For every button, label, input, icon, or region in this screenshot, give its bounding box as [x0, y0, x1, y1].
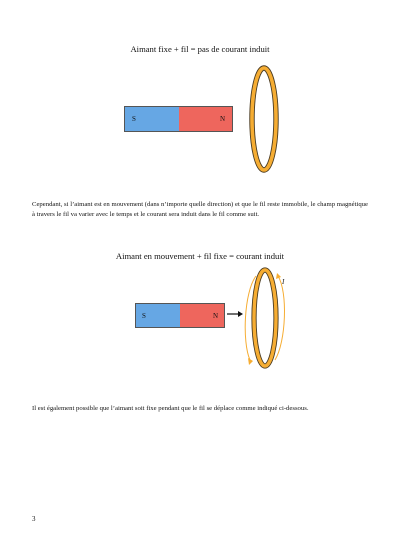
south-pole [125, 107, 179, 131]
induced-current-loop [236, 262, 296, 374]
paragraph-2: Il est également possible que l’aimant soit fixe pendant que le fil se déplace comme indiqué ci-dessous. [32, 405, 309, 412]
page-number: 3 [32, 515, 36, 523]
bar-magnet [124, 106, 233, 132]
north-pole [179, 107, 233, 131]
south-pole-label: S [132, 115, 136, 123]
figure1-caption: Aimant fixe + fil = pas de courant induit [130, 44, 270, 54]
paragraph-1: Cependant, si l’aimant est en mouvement (dans n’importe quelle direction) et que le fil reste immobile, le champ magnétique à travers le fil va varier avec le temps et le courant sera induit dans le fil comme suit. [32, 201, 368, 218]
moving-bar-magnet [135, 303, 225, 328]
north-pole [180, 304, 224, 327]
south-pole-label: S [142, 311, 146, 320]
north-pole-label: N [219, 115, 225, 123]
wire-loop [248, 64, 280, 174]
south-pole [136, 304, 180, 327]
current-label: I [282, 278, 285, 286]
current-arrowhead-right [276, 273, 281, 279]
figure2-caption: Aimant en mouvement + fil fixe = courant induit [115, 251, 285, 261]
current-arrowhead-left [248, 358, 253, 365]
north-pole-label: N [212, 311, 218, 320]
